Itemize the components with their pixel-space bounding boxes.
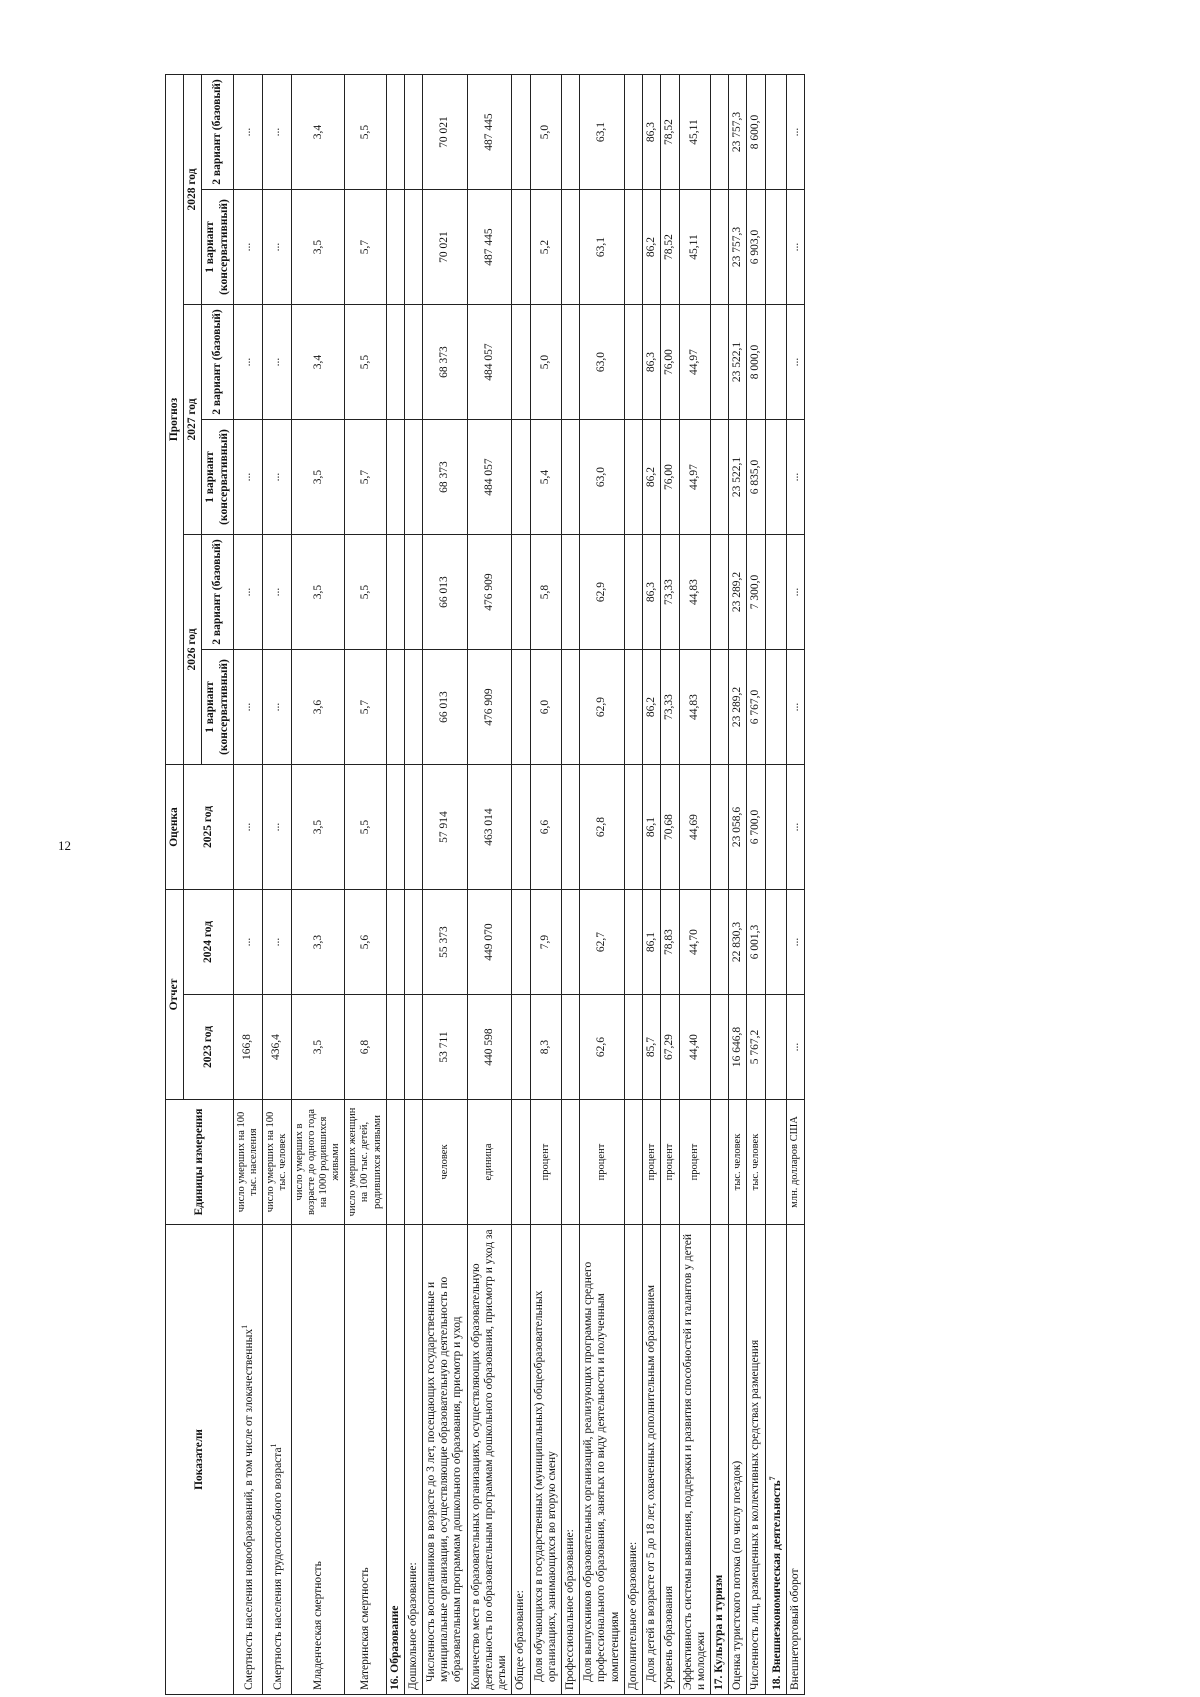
indicator-text: Численность воспитанников в возрасте до 3 лет, посещающих государственные и муниципальные организации, осуществляющие образовательную деятельность по образовательным программам дошкольного образования, присмотр и уход <box>425 1276 464 1682</box>
value-cell: ... <box>786 420 804 535</box>
empty-cell <box>710 420 728 535</box>
value-cell: 70 021 <box>423 190 468 305</box>
value-cell: 6,0 <box>530 650 561 765</box>
header-variant-1: 1 вариант (консервативный) <box>202 190 233 305</box>
value-cell: 5,0 <box>530 75 561 190</box>
indicator-cell <box>345 1225 386 1695</box>
table-row <box>729 75 747 1695</box>
section-label <box>386 1225 404 1695</box>
empty-cell <box>561 305 579 420</box>
value-cell: 86,2 <box>643 650 661 765</box>
value-cell: 22 830,3 <box>729 890 747 995</box>
indicator-text: Доля выпускников образовательных организаций, реализующих программы среднего профессионального образования, занятых по виду деятельности и полученным компетенциям <box>582 1261 621 1682</box>
empty-cell <box>404 305 422 420</box>
rotated-table-wrapper <box>165 75 1025 1695</box>
table-header <box>166 75 234 1695</box>
header-estimate: Оценка <box>166 765 184 890</box>
section-label <box>710 1225 728 1695</box>
value-cell: 449 070 <box>467 890 512 995</box>
value-cell: 5,7 <box>345 190 386 305</box>
empty-cell <box>512 1100 530 1225</box>
value-cell: 5,5 <box>345 75 386 190</box>
value-cell: 23 289,2 <box>729 535 747 650</box>
table-row <box>345 75 386 1695</box>
indicator-text: Эффективность системы выявления, поддержки и развития способностей и талантов у детей и молодежи <box>681 1234 707 1690</box>
empty-cell <box>404 995 422 1100</box>
page-number: 12 <box>58 838 71 853</box>
empty-cell <box>561 890 579 995</box>
empty-cell <box>561 75 579 190</box>
empty-cell <box>386 190 404 305</box>
value-cell: 6 700,0 <box>747 765 765 890</box>
value-cell: ... <box>233 890 262 995</box>
header-units: Единицы измерения <box>166 1100 234 1225</box>
footnote-marker: 7 <box>767 1476 777 1481</box>
unit-cell: число умерших на 100 тыс. человек <box>263 1100 292 1225</box>
empty-cell <box>710 190 728 305</box>
empty-cell <box>765 765 786 890</box>
empty-cell <box>386 535 404 650</box>
indicator-cell <box>423 1225 468 1695</box>
value-cell: 6 903,0 <box>747 190 765 305</box>
value-cell: 487 445 <box>467 190 512 305</box>
empty-cell <box>404 765 422 890</box>
subsection-label <box>624 1225 642 1695</box>
value-cell: 78,52 <box>661 75 679 190</box>
value-cell: 5,5 <box>345 305 386 420</box>
empty-cell <box>404 420 422 535</box>
value-cell: 45,11 <box>679 190 710 305</box>
subsection-row <box>404 75 422 1695</box>
value-cell: 45,11 <box>679 75 710 190</box>
value-cell: 68 373 <box>423 420 468 535</box>
value-cell: 3,5 <box>292 535 345 650</box>
indicator-text: Смертность населения новообразований, в том числе от злокачественных <box>242 1328 255 1690</box>
table-row <box>643 75 661 1695</box>
value-cell: 5,5 <box>345 765 386 890</box>
value-cell: 484 057 <box>467 420 512 535</box>
table-row <box>467 75 512 1695</box>
empty-cell <box>561 995 579 1100</box>
empty-cell <box>624 75 642 190</box>
value-cell: 86,1 <box>643 765 661 890</box>
empty-cell <box>512 190 530 305</box>
empty-cell <box>512 765 530 890</box>
unit-cell: единица <box>467 1100 512 1225</box>
empty-cell <box>765 420 786 535</box>
header-year-2028: 2028 год <box>184 75 202 305</box>
indicator-text: Количество мест в образовательных организациях, осуществляющих образовательную деятельность по образовательным программам дошкольного образования, присмотр и уход за детьми <box>469 1229 509 1690</box>
indicator-text: Внешнеторговый оборот <box>788 1568 801 1690</box>
empty-cell <box>624 420 642 535</box>
header-variant-2: 2 вариант (базовый) <box>202 535 233 650</box>
unit-cell: число умерших женщин на 100 тыс. детей, родившихся живыми <box>345 1100 386 1225</box>
value-cell: ... <box>786 75 804 190</box>
value-cell: 3,4 <box>292 75 345 190</box>
value-cell: 7 300,0 <box>747 535 765 650</box>
value-cell: 3,3 <box>292 890 345 995</box>
value-cell: 23 757,3 <box>729 190 747 305</box>
subsection-row <box>561 75 579 1695</box>
value-cell: 166,8 <box>233 995 262 1100</box>
empty-cell <box>512 75 530 190</box>
empty-cell <box>624 190 642 305</box>
value-cell: 85,7 <box>643 995 661 1100</box>
subsection-label <box>512 1225 530 1695</box>
value-cell: 86,2 <box>643 190 661 305</box>
empty-cell <box>512 650 530 765</box>
table-row <box>233 75 262 1695</box>
table-body <box>233 75 804 1695</box>
empty-cell <box>386 765 404 890</box>
value-cell: ... <box>263 890 292 995</box>
value-cell: 62,7 <box>580 890 625 995</box>
value-cell: ... <box>263 535 292 650</box>
unit-cell: человек <box>423 1100 468 1225</box>
footnote-marker: 1 <box>239 1324 249 1329</box>
row-label-text: Профессиональное образование: <box>563 1529 576 1690</box>
unit-cell: процент <box>580 1100 625 1225</box>
value-cell: 66 013 <box>423 650 468 765</box>
value-cell: 23 522,1 <box>729 305 747 420</box>
empty-cell <box>765 305 786 420</box>
table-row <box>679 75 710 1695</box>
value-cell: 44,97 <box>679 420 710 535</box>
empty-cell <box>624 535 642 650</box>
value-cell: 6 767,0 <box>747 650 765 765</box>
empty-cell <box>765 75 786 190</box>
table-row <box>747 75 765 1695</box>
value-cell: 6 835,0 <box>747 420 765 535</box>
empty-cell <box>765 190 786 305</box>
value-cell: 6 001,3 <box>747 890 765 995</box>
value-cell: 66 013 <box>423 535 468 650</box>
value-cell: 76,00 <box>661 305 679 420</box>
value-cell: 62,8 <box>580 765 625 890</box>
section-row <box>710 75 728 1695</box>
empty-cell <box>404 650 422 765</box>
value-cell: ... <box>233 420 262 535</box>
unit-cell: тыс. человек <box>729 1100 747 1225</box>
empty-cell <box>512 890 530 995</box>
indicator-cell <box>467 1225 512 1695</box>
empty-cell <box>404 890 422 995</box>
indicator-cell <box>679 1225 710 1695</box>
value-cell: 62,6 <box>580 995 625 1100</box>
value-cell: 23 058,6 <box>729 765 747 890</box>
value-cell: ... <box>233 765 262 890</box>
empty-cell <box>765 890 786 995</box>
value-cell: ... <box>233 535 262 650</box>
value-cell: 63,0 <box>580 305 625 420</box>
empty-cell <box>512 535 530 650</box>
indicator-cell <box>580 1225 625 1695</box>
unit-cell: процент <box>679 1100 710 1225</box>
value-cell: 476 909 <box>467 650 512 765</box>
value-cell: 5,7 <box>345 650 386 765</box>
value-cell: 62,9 <box>580 535 625 650</box>
indicator-text: Доля обучающихся в государственных (муниципальных) общеобразовательных организациях, занимающихся во вторую смену <box>532 1290 558 1682</box>
value-cell: ... <box>786 765 804 890</box>
unit-cell: процент <box>643 1100 661 1225</box>
table-row <box>661 75 679 1695</box>
value-cell: 5,5 <box>345 535 386 650</box>
value-cell: ... <box>233 305 262 420</box>
value-cell: ... <box>786 305 804 420</box>
value-cell: 44,69 <box>679 765 710 890</box>
value-cell: 86,3 <box>643 305 661 420</box>
value-cell: ... <box>233 190 262 305</box>
value-cell: 3,5 <box>292 995 345 1100</box>
row-label-text: Дошкольное образование: <box>406 1562 419 1690</box>
value-cell: 67,29 <box>661 995 679 1100</box>
unit-cell: тыс. человек <box>747 1100 765 1225</box>
value-cell: ... <box>263 75 292 190</box>
value-cell: 55 373 <box>423 890 468 995</box>
value-cell: 23 757,3 <box>729 75 747 190</box>
empty-cell <box>710 305 728 420</box>
header-variant-1: 1 вариант (консервативный) <box>202 420 233 535</box>
value-cell: 3,5 <box>292 420 345 535</box>
subsection-row <box>512 75 530 1695</box>
value-cell: 63,1 <box>580 75 625 190</box>
empty-cell <box>624 890 642 995</box>
empty-cell <box>765 650 786 765</box>
empty-cell <box>765 995 786 1100</box>
value-cell: ... <box>786 650 804 765</box>
value-cell: ... <box>263 305 292 420</box>
header-report: Отчет <box>166 890 184 1100</box>
header-variant-2: 2 вариант (базовый) <box>202 305 233 420</box>
section-row <box>765 75 786 1695</box>
indicator-cell <box>292 1225 345 1695</box>
unit-cell: процент <box>661 1100 679 1225</box>
value-cell: ... <box>786 890 804 995</box>
value-cell: 23 289,2 <box>729 650 747 765</box>
row-label-text: 18. Внешнеэкономическая деятельность <box>770 1480 783 1690</box>
unit-cell: число умерших в возрасте до одного года на 1000 родившихся живыми <box>292 1100 345 1225</box>
value-cell: 70,68 <box>661 765 679 890</box>
value-cell: ... <box>263 650 292 765</box>
empty-cell <box>624 1100 642 1225</box>
empty-cell <box>765 1100 786 1225</box>
empty-cell <box>561 1100 579 1225</box>
indicator-text: Доля детей в возрасте от 5 до 18 лет, охваченных дополнительным образованием <box>645 1284 658 1682</box>
empty-cell <box>404 1100 422 1225</box>
value-cell: 476 909 <box>467 535 512 650</box>
value-cell: 487 445 <box>467 75 512 190</box>
value-cell: 3,5 <box>292 190 345 305</box>
value-cell: 44,83 <box>679 535 710 650</box>
value-cell: 23 522,1 <box>729 420 747 535</box>
value-cell: 78,83 <box>661 890 679 995</box>
header-year-2023: 2023 год <box>184 995 234 1100</box>
header-indicators: Показатели <box>166 1225 234 1695</box>
value-cell: 5 767,2 <box>747 995 765 1100</box>
indicator-cell <box>263 1225 292 1695</box>
empty-cell <box>561 420 579 535</box>
value-cell: 44,70 <box>679 890 710 995</box>
value-cell: 73,33 <box>661 535 679 650</box>
value-cell: 86,1 <box>643 890 661 995</box>
indicator-text: Материнская смертность <box>358 1567 371 1690</box>
row-label-text: Общее образование: <box>514 1590 527 1690</box>
empty-cell <box>710 890 728 995</box>
value-cell: 8 000,0 <box>747 305 765 420</box>
empty-cell <box>624 995 642 1100</box>
unit-cell: число умерших на 100 тыс. населения <box>233 1100 262 1225</box>
header-year-2025: 2025 год <box>184 765 234 890</box>
empty-cell <box>404 535 422 650</box>
value-cell: ... <box>263 765 292 890</box>
empty-cell <box>386 650 404 765</box>
value-cell: 44,40 <box>679 995 710 1100</box>
value-cell: ... <box>263 190 292 305</box>
empty-cell <box>710 535 728 650</box>
empty-cell <box>624 650 642 765</box>
empty-cell <box>561 650 579 765</box>
value-cell: 484 057 <box>467 305 512 420</box>
empty-cell <box>386 995 404 1100</box>
header-year-2027: 2027 год <box>184 305 202 535</box>
empty-cell <box>561 765 579 890</box>
value-cell: ... <box>786 535 804 650</box>
value-cell: 16 646,8 <box>729 995 747 1100</box>
empty-cell <box>512 420 530 535</box>
empty-cell <box>710 650 728 765</box>
table-row <box>263 75 292 1695</box>
indicator-text: Смертность населения трудоспособного возраста <box>271 1447 284 1690</box>
value-cell: 73,33 <box>661 650 679 765</box>
value-cell: 78,52 <box>661 190 679 305</box>
table-row <box>292 75 345 1695</box>
indicator-cell <box>729 1225 747 1695</box>
value-cell: ... <box>233 650 262 765</box>
empty-cell <box>386 305 404 420</box>
empty-cell <box>386 75 404 190</box>
empty-cell <box>404 75 422 190</box>
value-cell: 63,1 <box>580 190 625 305</box>
header-year-2024: 2024 год <box>184 890 234 995</box>
empty-cell <box>512 305 530 420</box>
footnote-marker: 1 <box>269 1443 279 1448</box>
indicator-cell <box>747 1225 765 1695</box>
indicator-text: Оценка туристского потока (по числу поездок) <box>731 1460 744 1690</box>
empty-cell <box>710 765 728 890</box>
value-cell: 86,2 <box>643 420 661 535</box>
value-cell: 86,3 <box>643 535 661 650</box>
empty-cell <box>512 995 530 1100</box>
value-cell: 5,8 <box>530 535 561 650</box>
table-row <box>580 75 625 1695</box>
header-variant-1: 1 вариант (консервативный) <box>202 650 233 765</box>
value-cell: 76,00 <box>661 420 679 535</box>
empty-cell <box>386 1100 404 1225</box>
unit-cell: процент <box>530 1100 561 1225</box>
empty-cell <box>386 420 404 535</box>
value-cell: 57 914 <box>423 765 468 890</box>
indicator-cell <box>233 1225 262 1695</box>
subsection-label <box>404 1225 422 1695</box>
indicator-cell <box>530 1225 561 1695</box>
value-cell: 5,2 <box>530 190 561 305</box>
value-cell: 463 014 <box>467 765 512 890</box>
unit-cell: млн. долларов США <box>786 1100 804 1225</box>
value-cell: 3,4 <box>292 305 345 420</box>
indicator-cell <box>643 1225 661 1695</box>
value-cell: 68 373 <box>423 305 468 420</box>
value-cell: 5,0 <box>530 305 561 420</box>
empty-cell <box>386 890 404 995</box>
subsection-label <box>561 1225 579 1695</box>
value-cell: 436,4 <box>263 995 292 1100</box>
indicator-text: Младенческая смертность <box>311 1561 324 1690</box>
forecast-table <box>165 74 805 1695</box>
empty-cell <box>710 995 728 1100</box>
subsection-row <box>624 75 642 1695</box>
indicator-cell <box>661 1225 679 1695</box>
value-cell: 62,9 <box>580 650 625 765</box>
value-cell: 3,5 <box>292 765 345 890</box>
header-variant-2: 2 вариант (базовый) <box>202 75 233 190</box>
value-cell: 5,6 <box>345 890 386 995</box>
value-cell: 86,3 <box>643 75 661 190</box>
value-cell: 8,3 <box>530 995 561 1100</box>
value-cell: 53 711 <box>423 995 468 1100</box>
value-cell: 5,4 <box>530 420 561 535</box>
table-row <box>786 75 804 1695</box>
value-cell: 6,8 <box>345 995 386 1100</box>
value-cell: 70 021 <box>423 75 468 190</box>
value-cell: 63,0 <box>580 420 625 535</box>
section-label <box>765 1225 786 1695</box>
empty-cell <box>404 190 422 305</box>
value-cell: 8 600,0 <box>747 75 765 190</box>
value-cell: ... <box>263 420 292 535</box>
value-cell: 44,97 <box>679 305 710 420</box>
value-cell: 44,83 <box>679 650 710 765</box>
value-cell: ... <box>233 75 262 190</box>
empty-cell <box>710 1100 728 1225</box>
indicator-text: Уровень образования <box>663 1585 676 1690</box>
indicator-text: Численность лиц, размещенных в коллективных средствах размещения <box>749 1339 762 1690</box>
value-cell: ... <box>786 190 804 305</box>
indicator-cell <box>786 1225 804 1695</box>
header-forecast: Прогноз <box>166 75 184 765</box>
table-row <box>423 75 468 1695</box>
empty-cell <box>624 765 642 890</box>
value-cell: ... <box>786 995 804 1100</box>
value-cell: 6,6 <box>530 765 561 890</box>
header-year-2026: 2026 год <box>184 535 202 765</box>
value-cell: 7,9 <box>530 890 561 995</box>
empty-cell <box>624 305 642 420</box>
empty-cell <box>765 535 786 650</box>
row-label-text: Дополнительное образование: <box>626 1541 639 1690</box>
empty-cell <box>561 190 579 305</box>
value-cell: 5,7 <box>345 420 386 535</box>
row-label-text: 16. Образование <box>388 1605 401 1690</box>
value-cell: 440 598 <box>467 995 512 1100</box>
section-row <box>386 75 404 1695</box>
table-row <box>530 75 561 1695</box>
empty-cell <box>710 75 728 190</box>
row-label-text: 17. Культура и туризм <box>712 1574 725 1690</box>
value-cell: 3,6 <box>292 650 345 765</box>
empty-cell <box>561 535 579 650</box>
